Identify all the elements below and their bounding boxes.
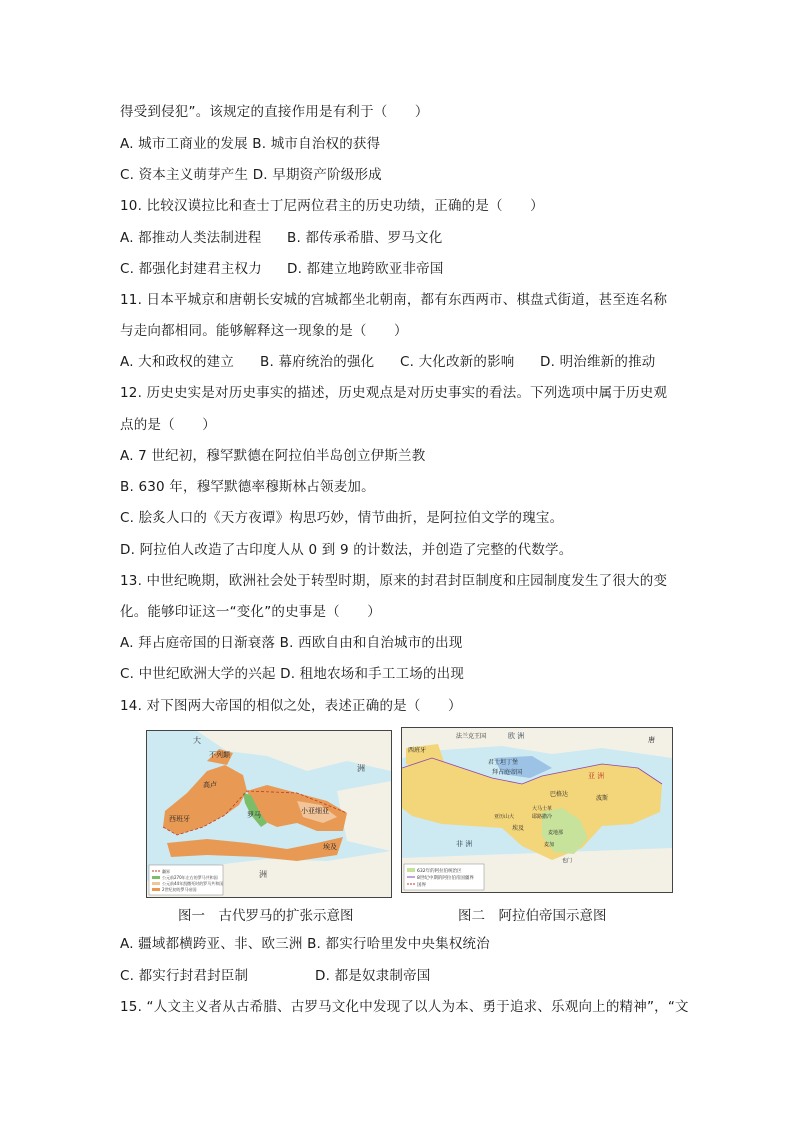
q11-option-b: B. 幕府统治的强化 — [260, 354, 375, 370]
q14-option-ab: A. 疆域都横跨亚、非、欧三洲 B. 都实行哈里发中央集权统治 — [120, 936, 490, 952]
q14-option-c: C. 都实行封君封臣制 — [120, 968, 249, 984]
map2-label-medina: 麦地那 — [548, 830, 564, 836]
map1-label-sea-top: 大 — [193, 736, 201, 745]
q12-stem-line1: 12. 历史史实是对历史事实的描述，历史观点是对历史事实的看法。下列选项中属于历史观 — [120, 385, 668, 401]
map2-label-byzantium: 拜占庭帝国 — [492, 769, 523, 776]
q10-option-b: B. 都传承希腊、罗马文化 — [287, 230, 443, 246]
map1-legend-1: 公元前270年左右的罗马共和国 — [162, 875, 218, 880]
map2-label-damascus: 大马士革 — [532, 806, 553, 812]
map2-label-persia: 波斯 — [596, 795, 609, 802]
q10-options-cd — [120, 260, 444, 278]
map2-label-spain: 西班牙 — [408, 747, 427, 754]
map1-legend-3: 2世纪初的罗马帝国 — [162, 887, 197, 892]
map2-label-asia: 亚 洲 — [588, 772, 605, 780]
arab-empire-map — [401, 727, 673, 893]
q9-option-cd: C. 资本主义萌芽产生 D. 早期资产阶级形成 — [120, 167, 382, 183]
map2-legend-0: 632年的阿拉伯统治区 — [417, 869, 462, 874]
map1-label-asia-minor: 小亚细亚 — [301, 807, 329, 815]
q14-options-cd — [120, 967, 430, 985]
map1-legend-2: 公元前44年凯撒死时的罗马共和国 — [162, 881, 224, 886]
map2-label-franks: 法兰克王国 — [456, 733, 487, 740]
q11-option-c: C. 大化改新的影响 — [400, 354, 515, 370]
q9-option-ab: A. 城市工商业的发展 B. 城市自治权的获得 — [120, 136, 381, 152]
map1-label-africa: 洲 — [259, 870, 267, 879]
map2-label-constantinople: 君士坦丁堡 — [488, 759, 519, 766]
map1-legend-0: 疆界 — [162, 869, 170, 874]
q10-option-c: C. 都强化封建君主权力 — [120, 261, 262, 277]
map2-label-yemen: 也门 — [562, 858, 573, 864]
q10-stem: 10. 比较汉谟拉比和查士丁尼两位君主的历史功绩，正确的是（ ） — [120, 198, 544, 214]
q12-option-d: D. 阿拉伯人改造了古印度人从 0 到 9 的计数法，并创造了完整的代数学。 — [120, 542, 573, 558]
q11-stem-line1: 11. 日本平城京和唐朝长安城的宫城都坐北朝南，都有东西两市、棋盘式街道，甚至连名称 — [120, 292, 668, 308]
map2-label-tang: 唐 — [648, 736, 655, 744]
q15-stem-line1: 15. “人文主义者从古希腊、古罗马文化中发现了以人为本、勇于追求、乐观向上的精神”，“文 — [120, 999, 689, 1015]
q13-stem-line2: 化。能够印证这一“变化”的史事是（ ） — [120, 604, 381, 620]
q14-option-d: D. 都是奴隶制帝国 — [315, 968, 431, 984]
map2-legend-2: 国界 — [417, 883, 426, 888]
map2-legend-1: 8世纪中期的阿拉伯帝国疆界 — [417, 876, 474, 881]
map2-label-jerusalem: 耶路撒冷 — [532, 814, 553, 820]
q13-stem-line1: 13. 中世纪晚期，欧洲社会处于转型时期，原来的封君封臣制度和庄园制度发生了很大的变 — [120, 573, 668, 589]
q11-stem-line2: 与走向都相同。能够解释这一现象的是（ ） — [120, 323, 408, 339]
q11-option-d: D. 明治维新的推动 — [540, 354, 656, 370]
q14-maps — [146, 730, 672, 898]
map2-label-egypt: 埃及 — [512, 825, 525, 832]
q13-option-ab: A. 拜占庭帝国的日渐衰落 B. 西欧自由和自治城市的出现 — [120, 635, 463, 651]
q12-option-c: C. 脍炙人口的《天方夜谭》构思巧妙，情节曲折，是阿拉伯文学的瑰宝。 — [120, 510, 564, 526]
map1-label-gaul: 高卢 — [203, 781, 217, 789]
fig1-caption: 图一 古代罗马的扩张示意图 — [178, 908, 354, 924]
q14-stem: 14. 对下图两大帝国的相似之处，表述正确的是（ ） — [120, 698, 462, 714]
roman-expansion-map — [146, 730, 392, 898]
map1-label-spain: 西班牙 — [169, 815, 190, 823]
q11-options — [120, 353, 655, 371]
map1-label-asia: 洲 — [357, 764, 365, 773]
q12-option-b: B. 630 年，穆罕默德率穆斯林占领麦加。 — [120, 479, 375, 495]
q12-stem-line2: 点的是（ ） — [120, 417, 216, 433]
fig2-caption: 图二 阿拉伯帝国示意图 — [458, 908, 607, 924]
q13-option-cd: C. 中世纪欧洲大学的兴起 D. 租地农场和手工工场的出现 — [120, 666, 465, 682]
map1-label-egypt: 埃及 — [323, 843, 337, 851]
q10-option-a: A. 都推动人类法制进程 — [120, 230, 262, 246]
map2-label-alexandria: 亚历山大 — [494, 814, 515, 820]
map2-label-europe: 欧 洲 — [508, 732, 525, 740]
map1-label-rome: 罗马 — [247, 811, 261, 819]
q12-option-a: A. 7 世纪初，穆罕默德在阿拉伯半岛创立伊斯兰教 — [120, 448, 426, 464]
map1-label-britain: 不列颠 — [209, 751, 230, 759]
q10-option-d: D. 都建立地跨欧亚非帝国 — [287, 261, 444, 277]
map2-label-mecca: 麦加 — [544, 842, 555, 848]
q9-stem-end: 得受到侵犯”。该规定的直接作用是有利于（ ） — [120, 104, 429, 120]
q11-option-a: A. 大和政权的建立 — [120, 354, 235, 370]
q10-options-ab — [120, 229, 442, 247]
map2-label-africa: 非 洲 — [456, 840, 473, 848]
map2-label-baghdad: 巴格达 — [550, 791, 569, 798]
